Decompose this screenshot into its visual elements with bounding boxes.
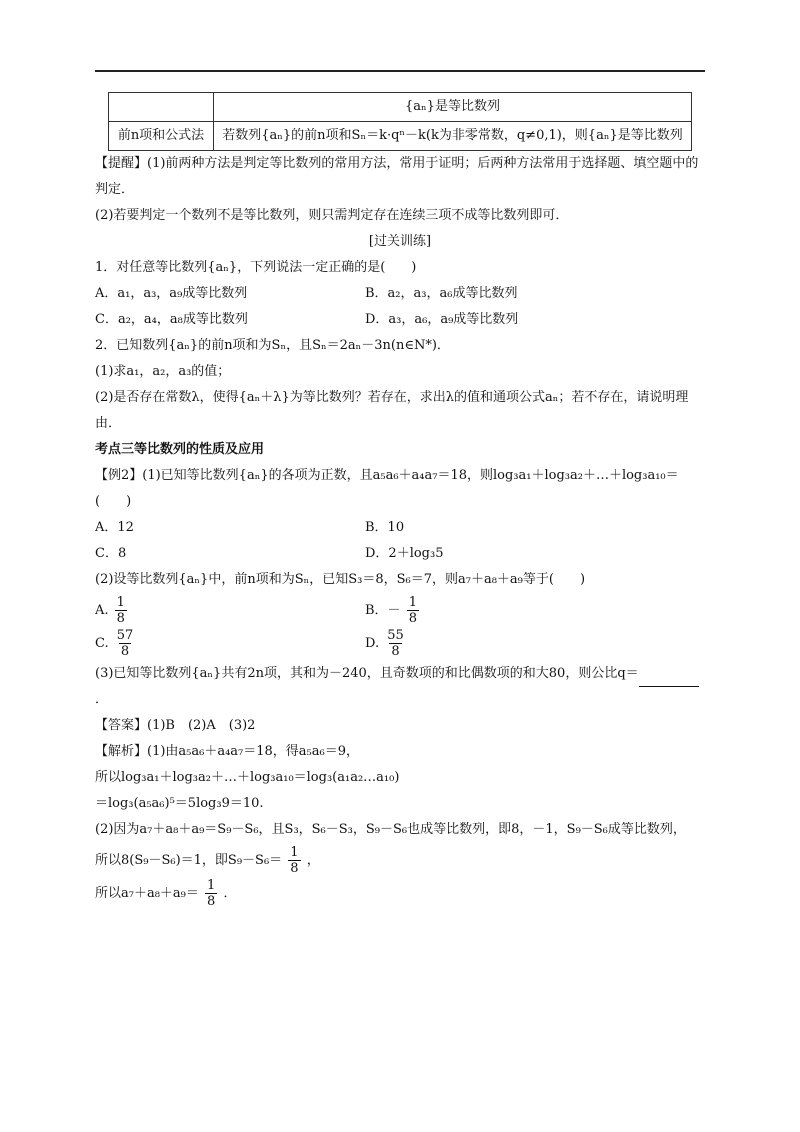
q2-part-1: (1)求a₁，a₂，a₃的值； <box>95 364 231 379</box>
fraction-numerator: 55 <box>387 628 404 643</box>
q1-options-row-2 <box>95 307 705 333</box>
ex2-p1-option-b: B．10 <box>365 520 405 535</box>
ex2-p3-text: (3)已知等比数列{aₙ}共有2n项，其和为－240，且奇数项的和比偶数项的和大80，则公比q＝ <box>95 666 639 681</box>
analysis-l6-pre: 所以a₇＋a₈＋a₉＝ <box>95 886 199 901</box>
table-label-cell: 前n项和公式法 <box>109 122 214 151</box>
fraction-denominator: 8 <box>290 861 299 876</box>
analysis-l6-post: ． <box>223 886 237 901</box>
analysis-line-3: ＝log₃(a₅a₆)⁵＝5log₃9＝10. <box>95 796 264 811</box>
fraction-numerator: 57 <box>116 628 134 643</box>
ex2-part-3-stem <box>95 661 705 713</box>
ex2-p3-end: ． <box>95 692 109 707</box>
fraction-denominator: 8 <box>408 611 417 626</box>
table-label-cell <box>109 93 214 122</box>
analysis-l5-pre: 所以8(S₉－S₆)＝1，即S₉－S₆＝ <box>95 853 283 868</box>
tip-line-2: (2)若要判定一个数列不是等比数列，则只需判定存在连续三项不成等比数列即可． <box>95 208 569 223</box>
fraction-denominator: 8 <box>207 894 216 909</box>
ex2-p1-options-row-1 <box>95 515 705 541</box>
fraction-numerator: 1 <box>408 595 417 610</box>
ex2-p2-option-a <box>95 595 365 626</box>
q2-part-2: (2)是否存在常数λ，使得{aₙ＋λ}为等比数列？若存在，求出λ的值和通项公式aₙ；若不存在，请说明理由． <box>95 390 689 431</box>
ex2-p2-options-row-2 <box>95 628 705 659</box>
answer-blank <box>639 672 699 687</box>
q1-option-d: D．a₃，a₆，a₉成等比数列 <box>365 312 519 327</box>
q2-stem: 2．已知数列{aₙ}的前n项和为Sₙ，且Sₙ＝2aₙ－3n(n∈N*)． <box>95 338 450 353</box>
analysis-line-4: (2)因为a₇＋a₈＋a₉＝S₉－S₆，且S₃，S₆－S₃，S₉－S₆也成等比数列，即8，－1，S₉－S₆成等比数列， <box>95 822 686 837</box>
fraction <box>115 628 136 659</box>
ex2-p2-option-d <box>365 628 408 659</box>
analysis-l5-content <box>95 845 320 876</box>
table-row <box>109 93 692 122</box>
training-heading: [过关训练] <box>368 234 432 249</box>
ex2-p1-option-d: D．2＋log₃5 <box>365 546 444 561</box>
ex2-p1-option-a: A．12 <box>95 520 134 535</box>
q1-option-c: C．a₂，a₄，a₈成等比数列 <box>95 312 248 327</box>
table-content-cell: {aₙ}是等比数列 <box>214 93 692 122</box>
q1-option-b: B．a₂，a₃，a₆成等比数列 <box>365 286 518 301</box>
header-rule <box>95 70 705 72</box>
fraction-denominator: 8 <box>120 644 130 659</box>
option-label: C. <box>95 636 109 651</box>
fraction-denominator: 8 <box>391 644 400 659</box>
q1-options-row-1 <box>95 281 705 307</box>
analysis-l6-content <box>95 878 236 909</box>
section-title: 考点三等比数列的性质及应用 <box>95 442 265 457</box>
ex2-part-1-stem: 【例2】(1)已知等比数列{aₙ}的各项为正数，且a₅a₆＋a₄a₇＝18，则log₃a₁＋log₃a₂＋…＋log₃a₁₀＝( ) <box>95 468 679 509</box>
fraction-numerator: 1 <box>290 845 299 860</box>
analysis-l5-post: ， <box>306 853 320 868</box>
ex2-p2-option-b <box>365 595 421 626</box>
fraction <box>288 845 300 876</box>
q1-stem: 1．对任意等比数列{aₙ}，下列说法一定正确的是( ) <box>95 260 417 275</box>
ex2-p1-options-row-2 <box>95 541 705 567</box>
fraction <box>385 628 406 659</box>
answer-line: 【答案】(1)B (2)A (3)2 <box>95 718 256 733</box>
tip-line-1: 【提醒】(1)前两种方法是判定等比数列的常用方法，常用于证明；后两种方法常用于选择题、填空题中的判定． <box>95 156 699 197</box>
document-page <box>95 92 705 911</box>
analysis-line-6 <box>95 878 705 909</box>
fraction <box>115 595 127 626</box>
analysis-line-5 <box>95 845 705 876</box>
table-content-cell: 若数列{aₙ}的前n项和Sₙ＝k·qⁿ－k(k为非零常数，q≠0,1)，则{aₙ}是等比数列 <box>214 122 692 151</box>
fraction <box>407 595 419 626</box>
fraction-numerator: 1 <box>207 878 216 893</box>
method-table <box>108 92 692 151</box>
table-row <box>109 122 692 151</box>
analysis-line-1: 【解析】(1)由a₅a₆＋a₄a₇＝18，得a₅a₆＝9， <box>95 744 359 759</box>
fraction-denominator: 8 <box>116 611 125 626</box>
option-label: B．－ <box>365 603 401 618</box>
option-label: A. <box>95 603 109 618</box>
q1-option-a: A．a₁，a₃，a₉成等比数列 <box>95 286 248 301</box>
ex2-p2-option-c <box>95 628 365 659</box>
analysis-line-2: 所以log₃a₁＋log₃a₂＋…＋log₃a₁₀＝log₃(a₁a₂…a₁₀) <box>95 770 400 785</box>
ex2-part-2-stem: (2)设等比数列{aₙ}中，前n项和为Sₙ，已知S₃＝8，S₆＝7，则a₇＋a₈＋a₉等于( ) <box>95 572 586 587</box>
fraction-numerator: 1 <box>116 595 125 610</box>
ex2-p1-option-c: C．8 <box>95 546 127 561</box>
option-label: D. <box>365 636 380 651</box>
fraction <box>205 878 217 909</box>
ex2-p2-options-row-1 <box>95 595 705 626</box>
